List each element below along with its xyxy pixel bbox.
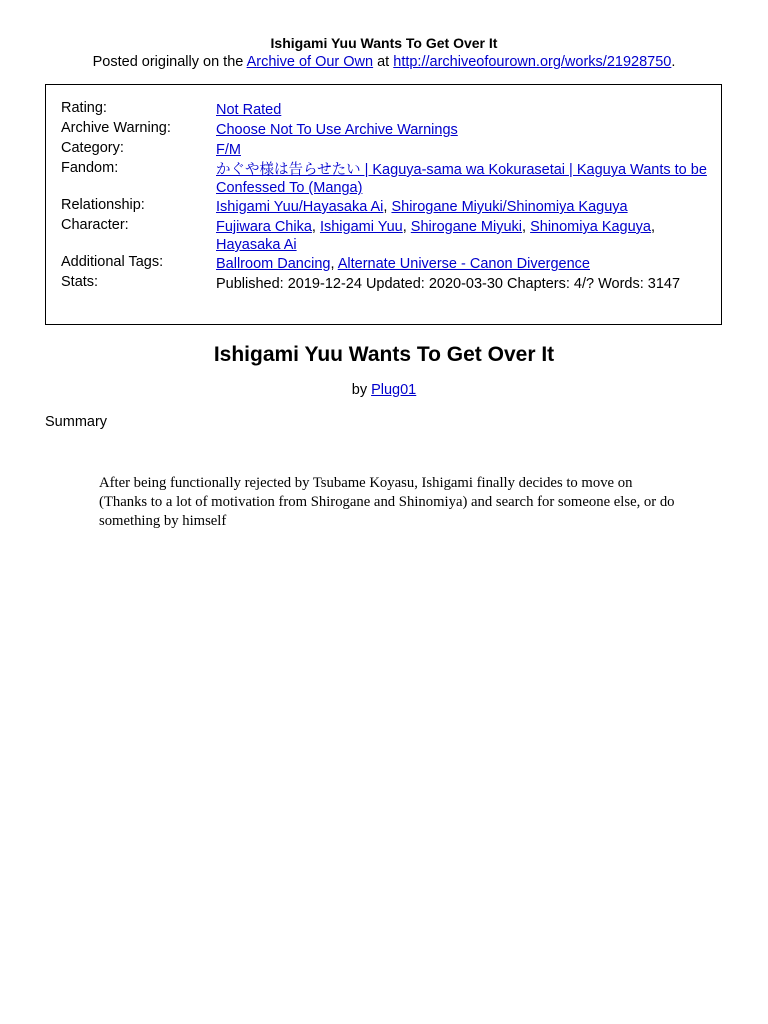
separator: ,	[651, 219, 656, 235]
tag-link[interactable]: Ballroom Dancing	[216, 256, 331, 272]
character-link[interactable]: Shinomiya Kaguya	[530, 219, 652, 235]
posted-prefix: Posted originally on the	[92, 54, 247, 70]
stats-label: Stats:	[61, 274, 99, 290]
category-link[interactable]: F/M	[216, 142, 241, 158]
byline	[0, 381, 768, 399]
header-title: Ishigami Yuu Wants To Get Over It	[270, 35, 498, 51]
separator: ,	[402, 219, 411, 235]
warning-label: Archive Warning:	[61, 120, 171, 136]
by-prefix: by	[351, 382, 372, 398]
tags-label: Additional Tags:	[61, 254, 164, 270]
relationship-link[interactable]: Ishigami Yuu/Hayasaka Ai	[216, 199, 384, 215]
period: .	[671, 54, 676, 70]
author-link[interactable]: Plug01	[371, 382, 417, 398]
character-link[interactable]: Shirogane Miyuki	[410, 219, 523, 235]
metadata-box	[45, 84, 722, 325]
summary-heading: Summary	[45, 414, 108, 430]
posted-line	[0, 52, 768, 72]
rating-label: Rating:	[61, 100, 107, 116]
stats-value: Published: 2019-12-24 Updated: 2020-03-30 Chapters: 4/? Words: 3147	[216, 276, 681, 292]
separator: ,	[522, 219, 531, 235]
work-url-link[interactable]: http://archiveofourown.org/works/21928750	[393, 54, 672, 70]
warning-link[interactable]: Choose Not To Use Archive Warnings	[216, 122, 458, 138]
rating-link[interactable]: Not Rated	[216, 102, 282, 118]
fandom-label: Fandom:	[61, 160, 119, 176]
category-label: Category:	[61, 140, 124, 156]
summary-text: After being functionally rejected by Tsubame Koyasu, Ishigami finally decides to move on (Thanks to a lot of motivation from Shirogane and Shinomiya) and search for someone else, or do something by himself	[99, 475, 675, 529]
tag-link[interactable]: Alternate Universe - Canon Divergence	[337, 256, 590, 272]
separator: ,	[330, 256, 338, 272]
character-link[interactable]: Hayasaka Ai	[216, 237, 297, 253]
separator: ,	[311, 219, 320, 235]
character-label: Character:	[61, 217, 129, 233]
fandom-link[interactable]: かぐや様は告らせたい | Kaguya-sama wa Kokurasetai | Kaguya Wants to be Confessed To (Manga)	[216, 162, 707, 196]
at-text: at	[373, 54, 394, 70]
document-header	[0, 34, 768, 72]
work-title: Ishigami Yuu Wants To Get Over It	[213, 343, 555, 366]
separator: ,	[383, 199, 392, 215]
archive-link[interactable]: Archive of Our Own	[246, 54, 374, 70]
relationship-link[interactable]: Shirogane Miyuki/Shinomiya Kaguya	[391, 199, 628, 215]
character-link[interactable]: Fujiwara Chika	[216, 219, 312, 235]
character-link[interactable]: Ishigami Yuu	[319, 219, 403, 235]
relationship-label: Relationship:	[61, 197, 145, 213]
